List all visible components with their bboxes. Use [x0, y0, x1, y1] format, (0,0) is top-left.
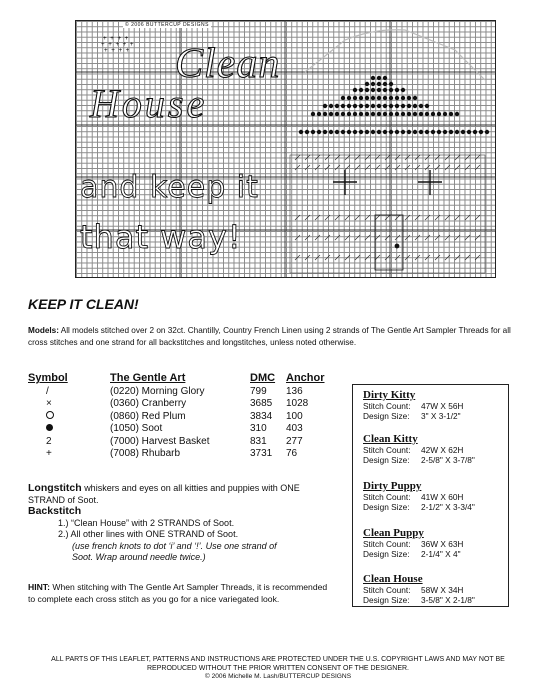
legend-dmc: 3685 [250, 398, 273, 410]
legend-gentle-art: (0860) Red Plum [110, 410, 186, 422]
design-size-label: Design Size: [363, 502, 410, 512]
backstitch-note-2: Soot. Wrap around needle twice.) [72, 552, 206, 562]
open-circle-symbol-icon [46, 411, 54, 419]
legend-header-anchor: Anchor [286, 372, 325, 384]
stitch-count-value: 58W X 34H [421, 584, 464, 595]
hint-paragraph [28, 582, 328, 605]
filled-dot-symbol-icon [46, 424, 53, 431]
backstitch-item-2: 2.) All other lines with ONE STRAND of Soot. [58, 529, 239, 539]
stitch-count-label: Stitch Count: [363, 444, 411, 455]
design-size-label: Design Size: [363, 595, 410, 605]
longstitch-text: whiskers and eyes on all kitties and puppies with ONE STRAND of Soot. [28, 483, 300, 505]
legend-anchor: 136 [286, 385, 303, 397]
stitch-count-value: 36W X 63H [421, 538, 464, 549]
chart-text-house: House [90, 81, 208, 126]
design-size-label: Design Size: [363, 455, 410, 465]
models-label: Models: [28, 326, 59, 335]
models-text: All models stitched over 2 on 32ct. Chantilly, Country French Linen using 2 strands of The Gentle Art Sampler Threads for all cross stitches and one strand for all backstitches and longstitches, unless noted otherwise. [28, 326, 511, 347]
backstitch-note-1: (use french knots to dot ‘i’ and ‘!’. Use one strand of [72, 540, 277, 551]
chart-text-that-way: that way! [80, 218, 242, 256]
stitch-count-label: Stitch Count: [363, 491, 411, 502]
stitch-count-label: Stitch Count: [363, 400, 411, 411]
legend-gentle-art: (0360) Cranberry [110, 398, 187, 410]
legend-row [28, 398, 325, 411]
design-name: Dirty Kitty [363, 389, 416, 401]
legend-row [28, 435, 325, 448]
legend-dmc: 310 [250, 423, 267, 435]
legend-dmc: 831 [250, 435, 267, 447]
design-size-label: Design Size: [363, 549, 410, 559]
models-paragraph [28, 325, 528, 349]
legend-row [28, 385, 325, 398]
svg-text:+ + + + +: + + + + + [101, 41, 134, 48]
stitch-count-value: 41W X 60H [421, 491, 464, 502]
legend-anchor: 403 [286, 423, 303, 435]
svg-text:+ + + +: + + + + [103, 35, 129, 42]
design-size-value: 3" X 3-1/2" [421, 411, 461, 421]
chart-copyright: © 2006 BUTTERCUP DESIGNS [125, 22, 209, 28]
legend-anchor: 277 [286, 435, 303, 447]
stitch-count-label: Stitch Count: [363, 584, 411, 595]
color-legend-table [28, 372, 325, 460]
design-entry-dirty-puppy [363, 481, 475, 513]
chart-text-keep: and keep it [80, 170, 259, 205]
design-name: Dirty Puppy [363, 480, 422, 492]
legend-dmc: 3731 [250, 448, 273, 460]
copyright-line-2: REPRODUCED WITHOUT THE PRIOR WRITTEN CONSENT OF THE DESIGNER. [147, 665, 409, 672]
hint-label: HINT: [28, 582, 50, 592]
stitch-count-value: 42W X 62H [421, 444, 464, 455]
design-entry-clean-puppy [363, 528, 463, 560]
copyright-designer: © 2006 Michelle M. Lash/BUTTERCUP DESIGNS [204, 673, 352, 680]
chart-text-clean: Clean [175, 41, 281, 87]
legend-dmc: 799 [250, 385, 267, 397]
design-size-value: 2-1/2" X 3-3/4" [421, 502, 475, 512]
design-size-value: 2-1/4" X 4" [421, 549, 461, 559]
design-sizes-box [352, 384, 509, 607]
hint-text: When stitching with The Gentle Art Sampler Threads, it is recommended to complete each cross stitch as you go for a nice variegated look. [28, 582, 328, 604]
legend-gentle-art: (7000) Harvest Basket [110, 435, 210, 447]
design-entry-clean-kitty [363, 434, 475, 466]
cross-symbol-icon: × [46, 398, 52, 410]
backstitch-item-1: 1.) “Clean House” with 2 STRANDS of Soot. [58, 517, 235, 528]
legend-header-dmc: DMC [250, 372, 276, 384]
legend-gentle-art: (0220) Morning Glory [110, 385, 205, 397]
legend-header-gentle-art: The Gentle Art [110, 372, 186, 384]
backstitch-label: Backstitch [28, 505, 82, 517]
design-name: Clean Puppy [363, 527, 424, 539]
legend-anchor: 76 [286, 448, 298, 460]
design-name: Clean Kitty [363, 433, 418, 445]
plus-symbol-icon: + [46, 448, 52, 460]
legend-gentle-art: (1050) Soot [110, 423, 163, 435]
legend-gentle-art: (7008) Rhubarb [110, 448, 181, 460]
design-name: Clean House [363, 573, 423, 585]
design-entry-clean-house [363, 574, 475, 606]
design-entry-dirty-kitty [363, 390, 463, 422]
legend-dmc: 3834 [250, 410, 273, 422]
design-size-label: Design Size: [363, 411, 410, 421]
design-size-value: 3-5/8" X 2-1/8" [421, 595, 475, 605]
legend-anchor: 100 [286, 410, 303, 422]
legend-header-symbol: Symbol [28, 372, 68, 384]
legend-header-row [28, 372, 325, 385]
svg-text:+ + + +: + + + + [104, 47, 130, 54]
legend-anchor: 1028 [286, 398, 309, 410]
longstitch-label: Longstitch [28, 482, 82, 494]
design-size-value: 2-5/8" X 3-7/8" [421, 455, 475, 465]
stitch-count-label: Stitch Count: [363, 538, 411, 549]
page-title: KEEP IT CLEAN! [28, 296, 139, 312]
two-symbol-icon: 2 [46, 435, 52, 447]
copyright-notice [28, 655, 528, 673]
stitch-count-value: 47W X 56H [421, 400, 464, 411]
legend-row [28, 448, 325, 461]
stitch-instructions [28, 483, 338, 564]
legend-row [28, 410, 325, 423]
copyright-line-1: ALL PARTS OF THIS LEAFLET, PATTERNS AND INSTRUCTIONS ARE PROTECTED UNDER THE U.S. COPYRIGHT LAWS AND MAY NOT BE [51, 656, 505, 663]
slash-symbol-icon: / [46, 385, 49, 397]
legend-row [28, 423, 325, 436]
